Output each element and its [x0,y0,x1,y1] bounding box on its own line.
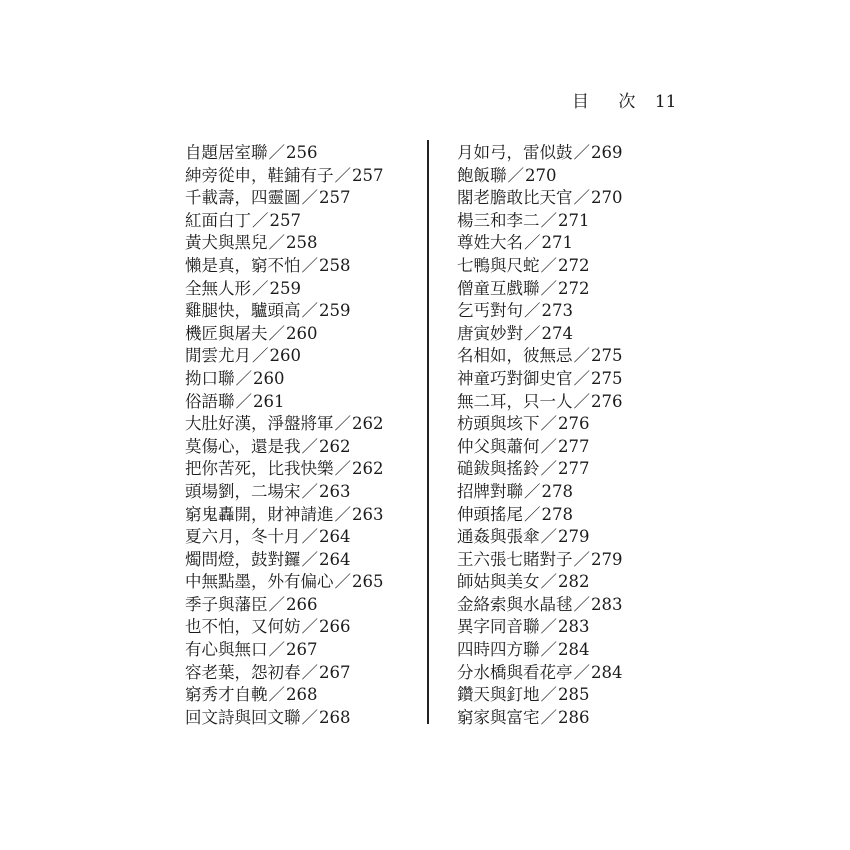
toc-entry-page: 268 [286,685,318,705]
toc-entry-page: 274 [541,323,573,343]
toc-entry-title: 也不怕，又何妨 [185,617,301,637]
toc-separator: ／ [540,436,557,456]
toc-entry-title: 金絡索與水晶毬 [457,594,573,614]
toc-entry [185,391,415,414]
toc-entry-page: 272 [558,255,590,275]
toc-entry-title: 容老葉，怨初春 [185,662,301,682]
toc-entry-page: 279 [558,527,590,547]
toc-entry [457,187,677,210]
toc-separator: ／ [268,685,285,705]
toc-separator: ／ [334,572,351,592]
toc-separator: ／ [334,414,351,434]
toc-entry [457,413,677,436]
toc-entry [457,549,677,572]
toc-entry [185,594,415,617]
toc-entry-title: 懶是真，窮不怕 [185,255,301,275]
toc-separator: ／ [301,617,318,637]
toc-separator: ／ [507,165,524,185]
toc-separator: ／ [301,707,318,727]
toc-entry-title: 四時四方聯 [457,640,540,660]
toc-entry-page: 268 [319,707,351,727]
toc-entry-page: 283 [558,617,590,637]
toc-entry-page: 272 [558,278,590,298]
toc-entry [457,368,677,391]
toc-entry [457,684,677,707]
toc-separator: ／ [524,323,541,343]
page-number: 11 [654,92,677,112]
toc-entry-title: 唐寅妙對 [457,323,523,343]
toc-entry-page: 267 [319,662,351,682]
toc-separator: ／ [540,459,557,479]
toc-separator: ／ [540,685,557,705]
toc-entry-page: 279 [591,549,623,569]
toc-separator: ／ [334,459,351,479]
toc-entry [185,210,415,233]
toc-entry-title: 僧童互戲聯 [457,278,540,298]
toc-column-right [457,142,677,729]
toc-entry [185,413,415,436]
toc-entry-page: 283 [591,594,623,614]
toc-entry-page: 265 [352,572,384,592]
toc-separator: ／ [334,504,351,524]
toc-separator: ／ [540,527,557,547]
toc-entry-page: 262 [352,459,384,479]
toc-entry-page: 264 [319,549,351,569]
toc-separator: ／ [524,481,541,501]
toc-entry [457,436,677,459]
toc-entry-page: 263 [352,504,384,524]
toc-entry-title: 自題居室聯 [185,143,268,162]
toc-entry-title: 師姑與美女 [457,572,540,592]
toc-entry-title: 七鴨與尺蛇 [457,255,540,275]
toc-entry-page: 276 [558,414,590,434]
toc-entry-title: 把你苦死，比我快樂 [185,459,334,479]
toc-entry-page: 278 [541,504,573,524]
toc-entry [185,187,415,210]
toc-separator: ／ [573,594,590,614]
toc-entry-title: 有心與無口 [185,640,268,660]
toc-entry-title: 乞丐對句 [457,301,523,321]
toc-entry [457,232,677,255]
toc-separator: ／ [334,165,351,185]
toc-entry [457,165,677,188]
toc-entry-title: 招牌對聯 [457,481,523,501]
toc-entry-page: 261 [253,391,285,411]
toc-separator: ／ [268,640,285,660]
toc-entry [185,345,415,368]
toc-entry [457,300,677,323]
toc-entry-title: 黃犬與黑兒 [185,233,268,253]
toc-entry-title: 異字同音聯 [457,617,540,637]
toc-entry-page: 271 [558,210,590,230]
toc-separator: ／ [573,346,590,366]
toc-entry [185,504,415,527]
toc-entry [457,391,677,414]
toc-separator: ／ [573,143,590,162]
toc-separator: ／ [268,323,285,343]
toc-separator: ／ [301,549,318,569]
toc-entry-title: 楊三和李二 [457,210,540,230]
toc-entry [457,458,677,481]
toc-entry-title: 莫傷心，還是我 [185,436,301,456]
toc-entry-title: 千載壽，四靈圖 [185,188,301,208]
toc-entry [185,616,415,639]
toc-entry-title: 分水橋與看花亭 [457,662,573,682]
toc-entry-page: 275 [591,346,623,366]
toc-entry-page: 278 [541,481,573,501]
toc-entry-title: 夏六月，冬十月 [185,527,301,547]
toc-entry-title: 尊姓大名 [457,233,523,253]
toc-entry [457,142,677,165]
toc-separator: ／ [301,436,318,456]
toc-separator: ／ [268,233,285,253]
toc-entry-page: 271 [541,233,573,253]
toc-entry [457,616,677,639]
toc-entry-page: 285 [558,685,590,705]
toc-entry-page: 277 [558,436,590,456]
toc-entry-title: 機匠與屠夫 [185,323,268,343]
toc-entry-title: 窮家與富宅 [457,707,540,727]
toc-separator: ／ [540,617,557,637]
toc-entry-title: 飽飯聯 [457,165,507,185]
toc-separator: ／ [573,549,590,569]
toc-separator: ／ [540,640,557,660]
toc-separator: ／ [268,143,285,162]
toc-entry [457,571,677,594]
toc-entry [185,255,415,278]
toc-separator: ／ [540,414,557,434]
toc-entry-title: 枋頭與垓下 [457,414,540,434]
page-header [572,87,676,112]
toc-separator: ／ [540,707,557,727]
toc-entry-title: 無二耳，只一人 [457,391,573,411]
toc-separator: ／ [301,481,318,501]
toc-separator: ／ [301,527,318,547]
toc-entry [185,142,415,165]
toc-entry-page: 258 [286,233,318,253]
toc-entry-page: 276 [591,391,623,411]
toc-column-left [185,142,415,729]
toc-entry [457,323,677,346]
toc-entry [185,232,415,255]
toc-entry [185,165,415,188]
toc-entry-page: 273 [541,301,573,321]
toc-entry-page: 282 [558,572,590,592]
toc-separator: ／ [540,255,557,275]
toc-entry [457,504,677,527]
toc-entry-title: 紳旁從申，鞋鋪有子 [185,165,334,185]
toc-entry-page: 260 [253,368,285,388]
toc-entry [185,278,415,301]
toc-entry-title: 仲父與蕭何 [457,436,540,456]
toc-entry-page: 266 [286,594,318,614]
toc-entry [457,255,677,278]
toc-entry-page: 257 [352,165,384,185]
toc-entry-title: 窮鬼轟開，財神請進 [185,504,334,524]
toc-entry [185,707,415,730]
toc-entry-page: 263 [319,481,351,501]
toc-entry-page: 266 [319,617,351,637]
toc-entry [457,278,677,301]
toc-entry-title: 紅面白丁 [185,210,251,230]
toc-separator: ／ [252,210,269,230]
toc-separator: ／ [540,278,557,298]
toc-entry-page: 256 [286,143,318,162]
toc-entry-page: 267 [286,640,318,660]
toc-entry [457,662,677,685]
toc-separator: ／ [540,572,557,592]
toc-entry-title: 大肚好漢，淨盤將軍 [185,414,334,434]
toc-separator: ／ [301,301,318,321]
toc-entry-page: 270 [591,188,623,208]
toc-entry-title: 閣老膽敢比天官 [457,188,573,208]
toc-entry [185,300,415,323]
toc-separator: ／ [573,391,590,411]
toc-entry-title: 季子與藩臣 [185,594,268,614]
column-divider [427,140,429,724]
toc-entry [457,210,677,233]
toc-entry-title: 中無點墨，外有偏心 [185,572,334,592]
toc-entry-title: 回文詩與回文聯 [185,707,301,727]
toc-separator: ／ [524,233,541,253]
toc-entry-title: 拗口聯 [185,368,235,388]
toc-entry [185,639,415,662]
toc-separator: ／ [301,188,318,208]
toc-separator: ／ [235,391,252,411]
toc-separator: ／ [524,301,541,321]
toc-entry-page: 259 [319,301,351,321]
toc-entry [185,526,415,549]
toc-entry-page: 258 [319,255,351,275]
toc-separator: ／ [573,662,590,682]
toc-entry-title: 雞腿快，驢頭高 [185,301,301,321]
toc-entry-title: 王六張七賭對子 [457,549,573,569]
toc-entry [457,639,677,662]
toc-entry-title: 燭問燈，鼓對鑼 [185,549,301,569]
toc-entry [457,345,677,368]
toc-entry-page: 260 [286,323,318,343]
toc-entry-title: 月如弓，雷似鼓 [457,143,573,162]
toc-entry [185,458,415,481]
toc-separator: ／ [573,188,590,208]
toc-entry-page: 259 [269,278,301,298]
toc-separator: ／ [252,346,269,366]
toc-separator: ／ [524,504,541,524]
toc-entry-page: 257 [269,210,301,230]
toc-entry-page: 286 [558,707,590,727]
toc-entry [457,481,677,504]
toc-entry [457,707,677,730]
toc-entry-page: 269 [591,143,623,162]
toc-entry-title: 名相如，彼無忌 [457,346,573,366]
toc-entry-title: 磓鈸與搖鈴 [457,459,540,479]
toc-entry [185,481,415,504]
toc-entry-page: 284 [558,640,590,660]
toc-separator: ／ [540,210,557,230]
section-title: 目 次 [572,92,648,112]
toc-entry-page: 262 [352,414,384,434]
toc-separator: ／ [252,278,269,298]
toc-entry-title: 通姦與張傘 [457,527,540,547]
toc-separator: ／ [301,255,318,275]
toc-entry-page: 284 [591,662,623,682]
toc-entry [185,662,415,685]
toc-separator: ／ [235,368,252,388]
toc-separator: ／ [301,662,318,682]
toc-entry-page: 264 [319,527,351,547]
toc-separator: ／ [268,594,285,614]
toc-entry-page: 277 [558,459,590,479]
toc-entry [185,684,415,707]
toc-entry-title: 窮秀才自輓 [185,685,268,705]
toc-entry-title: 頭場劉，二場宋 [185,481,301,501]
toc-entry-page: 260 [269,346,301,366]
toc-entry [185,323,415,346]
toc-entry-title: 神童巧對御史官 [457,368,573,388]
toc-entry [185,571,415,594]
toc-entry-page: 275 [591,368,623,388]
toc-entry-title: 閒雲尤月 [185,346,251,366]
toc-entry-page: 257 [319,188,351,208]
toc-entry [185,368,415,391]
toc-entry-page: 262 [319,436,351,456]
toc-entry-page: 270 [525,165,557,185]
toc-separator: ／ [573,368,590,388]
toc-entry-title: 全無人形 [185,278,251,298]
toc-entry-title: 俗語聯 [185,391,235,411]
toc-entry [185,436,415,459]
toc-entry [457,526,677,549]
toc-entry [185,549,415,572]
toc-entry [457,594,677,617]
toc-entry-title: 鑽天與釘地 [457,685,540,705]
toc-entry-title: 伸頭搖尾 [457,504,523,524]
